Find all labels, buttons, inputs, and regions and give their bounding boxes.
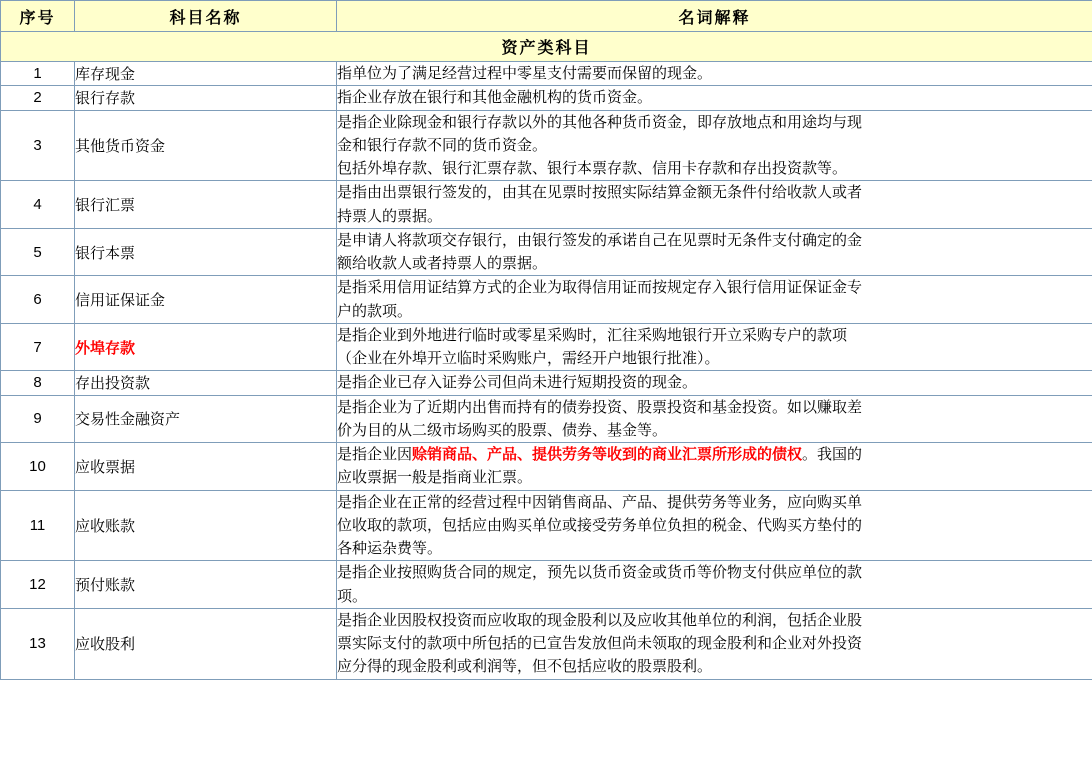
description-line <box>337 514 1092 537</box>
subject-description <box>337 86 1092 110</box>
description-text: 是指企业按照购货合同的规定，预先以货币资金或货币等价物支付供应单位的款 <box>337 564 863 582</box>
description-text: 是申请人将款项交存银行，由银行签发的承诺自己在见票时无条件支付确定的金 <box>337 231 863 249</box>
description-line <box>337 205 1092 228</box>
description-text: 包括外埠存款、银行汇票存款、银行本票存款、信用卡存款和存出投资款等。 <box>337 160 848 177</box>
row-number: 3 <box>1 110 75 181</box>
description-line <box>337 491 1092 514</box>
subject-name: 存出投资款 <box>75 371 337 395</box>
row-number: 11 <box>1 490 75 561</box>
row-number: 8 <box>1 371 75 395</box>
description-line <box>337 632 1092 655</box>
subject-description <box>337 395 1092 443</box>
subject-name: 其他货币资金 <box>75 110 337 181</box>
column-header-no: 序号 <box>1 1 75 32</box>
description-text: 项。 <box>337 587 368 605</box>
row-number: 9 <box>1 395 75 443</box>
description-line <box>337 86 1092 109</box>
subject-name: 库存现金 <box>75 62 337 86</box>
description-line <box>337 396 1092 419</box>
description-text: 价为目的从二级市场购买的股票、债券、基金等。 <box>337 421 668 439</box>
subject-description <box>337 443 1092 491</box>
table-body <box>1 32 1092 680</box>
description-text: 是指采用信用证结算方式的企业为取得信用证而按规定存入银行信用证保证金专 <box>337 279 863 297</box>
subject-description <box>337 181 1092 229</box>
row-number: 12 <box>1 561 75 609</box>
description-text: 户的款项。 <box>337 302 413 320</box>
subject-description <box>337 62 1092 86</box>
description-line <box>337 181 1092 204</box>
subject-description <box>337 228 1092 276</box>
subject-description <box>337 110 1092 181</box>
table-row <box>1 323 1092 371</box>
table-row <box>1 228 1092 276</box>
description-line <box>337 561 1092 584</box>
table-row <box>1 608 1092 679</box>
subject-name: 银行本票 <box>75 228 337 276</box>
subject-description <box>337 276 1092 324</box>
table-row <box>1 371 1092 395</box>
row-number: 5 <box>1 228 75 276</box>
description-line <box>337 157 1092 180</box>
row-number: 6 <box>1 276 75 324</box>
description-text: 票实际支付的款项中所包括的已宣告发放但尚未领取的现金股利和企业对外投资 <box>337 635 863 652</box>
table-header-row <box>1 1 1092 32</box>
description-text: 应分得的现金股利或利润等，但不包括应收的股票股利。 <box>337 658 713 676</box>
row-number: 10 <box>1 443 75 491</box>
row-number: 4 <box>1 181 75 229</box>
description-text: 是指企业到外地进行临时或零星采购时，汇往采购地银行开立采购专户的款项 <box>337 326 848 344</box>
description-text: 是指企业因 <box>337 446 413 463</box>
highlighted-text: 赊销商品、产品、提供劳务等收到的商业汇票所形成的债权 <box>412 446 803 463</box>
description-text: （企业在外埠开立临时采购账户，需经开户地银行批准）。 <box>337 350 720 367</box>
description-text: 指企业存放在银行和其他金融机构的货币资金。 <box>337 89 653 107</box>
description-text: 各种运杂费等。 <box>337 540 443 557</box>
description-text: 额给收款人或者持票人的票据。 <box>337 255 548 272</box>
subject-name: 银行汇票 <box>75 181 337 229</box>
description-line <box>337 466 1092 489</box>
description-text: 持票人的票据。 <box>337 207 443 225</box>
description-line <box>337 537 1092 560</box>
subject-description <box>337 371 1092 395</box>
table-row <box>1 86 1092 110</box>
subject-name: 信用证保证金 <box>75 276 337 324</box>
table-row <box>1 62 1092 86</box>
description-line <box>337 300 1092 323</box>
description-line <box>337 609 1092 632</box>
description-line <box>337 276 1092 299</box>
row-number: 1 <box>1 62 75 86</box>
section-title: 资产类科目 <box>1 32 1092 62</box>
subject-name: 外埠存款 <box>75 323 337 371</box>
subject-name: 预付账款 <box>75 561 337 609</box>
description-text: 是指企业因股权投资而应收取的现金股利以及应收其他单位的利润，包括企业股 <box>337 611 863 629</box>
subject-name: 应收股利 <box>75 608 337 679</box>
table-row <box>1 490 1092 561</box>
description-text: 是指企业在正常的经营过程中因销售商品、产品、提供劳务等业务，应向购买单 <box>337 493 863 511</box>
row-number: 2 <box>1 86 75 110</box>
table-row <box>1 443 1092 491</box>
description-line <box>337 585 1092 608</box>
description-line <box>337 419 1092 442</box>
description-line <box>337 62 1092 85</box>
description-text: 应收票据一般是指商业汇票。 <box>337 469 533 487</box>
description-line <box>337 229 1092 252</box>
section-header-row <box>1 32 1092 62</box>
table-row <box>1 276 1092 324</box>
description-text: 是指企业除现金和银行存款以外的其他各种货币资金，即存放地点和用途均与现 <box>337 113 863 131</box>
row-number: 7 <box>1 323 75 371</box>
subject-description <box>337 323 1092 371</box>
description-line <box>337 347 1092 370</box>
subject-description <box>337 561 1092 609</box>
description-text: 指单位为了满足经营过程中零星支付需要而保留的现金。 <box>337 65 713 82</box>
description-line <box>337 111 1092 134</box>
description-text: 位收取的款项，包括应由购买单位或接受劳务单位负担的税金、代购买方垫付的 <box>337 516 863 534</box>
subject-name: 交易性金融资产 <box>75 395 337 443</box>
table-header <box>1 1 1092 32</box>
description-line <box>337 324 1092 347</box>
column-header-name: 科目名称 <box>75 1 337 32</box>
subject-description <box>337 608 1092 679</box>
subject-name: 银行存款 <box>75 86 337 110</box>
description-line <box>337 443 1092 466</box>
description-text: 。我国的 <box>802 446 863 463</box>
description-line <box>337 655 1092 678</box>
subject-name: 应收账款 <box>75 490 337 561</box>
description-text: 是指由出票银行签发的，由其在见票时按照实际结算金额无条件付给收款人或者 <box>337 184 863 202</box>
subject-description <box>337 490 1092 561</box>
column-header-desc: 名词解释 <box>337 1 1092 32</box>
table-row <box>1 110 1092 181</box>
table-row <box>1 181 1092 229</box>
description-text: 是指企业为了近期内出售而持有的债券投资、股票投资和基金投资。如以赚取差 <box>337 398 863 416</box>
description-line <box>337 371 1092 394</box>
table-row <box>1 561 1092 609</box>
description-line <box>337 134 1092 157</box>
row-number: 13 <box>1 608 75 679</box>
description-text: 是指企业已存入证券公司但尚未进行短期投资的现金。 <box>337 374 698 392</box>
table-row <box>1 395 1092 443</box>
description-line <box>337 252 1092 275</box>
description-text: 金和银行存款不同的货币资金。 <box>337 136 548 154</box>
subject-name: 应收票据 <box>75 443 337 491</box>
